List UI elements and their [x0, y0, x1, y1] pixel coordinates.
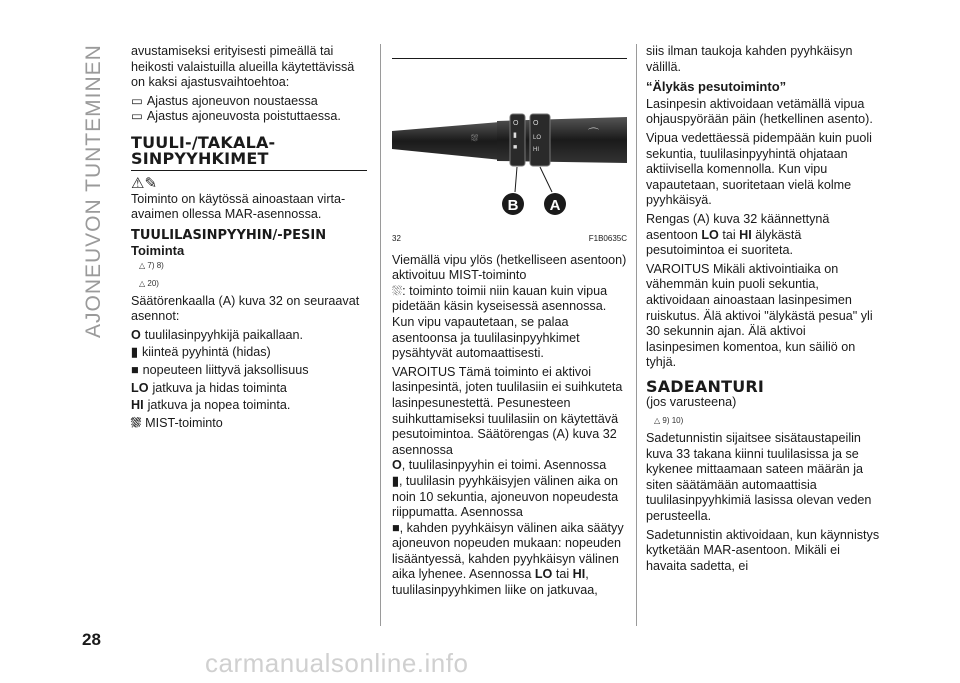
position-item: ▮ kiinteä pyyhintä (hidas)	[131, 345, 271, 360]
side-title-text: AJONEUVON TUNTEMINEN	[82, 44, 105, 338]
ring-paragraph: Säätörenkaalla (A) kuva 32 on seuraavat asennot:	[131, 293, 360, 324]
activation-paragraph: Sadetunnistin aktivoidaan, kun käynnistys kytketään MAR-asentoon. Mikäli ei havaita sadetta, ei	[646, 527, 880, 573]
column-3	[646, 44, 880, 577]
heading-rule	[131, 170, 367, 171]
lo-icon: LO	[131, 380, 149, 395]
column-divider	[636, 44, 637, 626]
svg-text:⌒: ⌒	[588, 128, 599, 140]
hi-icon: HI	[131, 398, 144, 413]
svg-text:O: O	[513, 120, 519, 127]
warning-note: △ 9) 10)	[654, 416, 684, 426]
svg-text:■: ■	[513, 144, 518, 151]
wash-paragraph: Lasinpesin aktivoidaan vetämällä vipua ohjauspyörään päin (hetkellinen asento).	[646, 96, 873, 127]
figure-caption	[392, 231, 627, 247]
figure-code: F1B0635C	[588, 234, 627, 243]
warning-icon: △	[654, 416, 663, 426]
position-item: ⛆ MIST-toiminto	[131, 415, 223, 430]
car-icon: ▭	[131, 93, 143, 108]
ring-position-paragraph: Rengas (A) kuva 32 käännettynä asentoon LO tai HI älykästä pesutoimintoa ei suoriteta.	[646, 211, 830, 258]
mist-icon: ⛆	[131, 415, 142, 430]
wiper-icon: ⚠✎	[131, 174, 158, 192]
section-heading: TUULI-/TAKALA-SINPYYHKIMET	[131, 132, 276, 168]
mist-icon: ⛆	[392, 283, 403, 298]
caution-icon: △	[139, 278, 148, 288]
slow-icon: ▮	[131, 345, 138, 360]
intermittent-icon: ■	[131, 362, 139, 377]
toiminta-heading: Toiminta	[131, 242, 185, 258]
smart-wash-heading: “Älykäs pesutoiminto”	[646, 79, 787, 95]
bullet-text: Ajastus ajoneuvosta poistuttaessa.	[146, 109, 341, 124]
off-icon: O	[131, 327, 141, 342]
svg-text:▮: ▮	[513, 132, 517, 139]
slow-icon: ▮	[392, 473, 399, 488]
optional-note: (jos varusteena)	[646, 394, 737, 409]
svg-text:B: B	[507, 197, 519, 214]
wiper-lever-illustration	[392, 59, 627, 224]
svg-text:⛆: ⛆	[471, 134, 479, 144]
svg-text:HI: HI	[533, 147, 539, 153]
position-item: ■ nopeuteen liittyvä jaksollisuus	[131, 362, 309, 377]
svg-text:A: A	[549, 197, 561, 214]
warning-icon: △	[139, 261, 148, 271]
warning-paragraph: VAROITUS Tämä toiminto ei aktivoi lasinpesintä, joten tuulilasiin ei suihkuteta lasinpesunestettä. Pesunesteen suihkuttamiseksi tuulilasiin on käytettävä pesutoimintoa. Säätörengas (A) kuva 32 asennossa O, tuulilasinpyyhin ei toimi. Asennossa ▮, tuulilasin pyyhkäisyjen välinen aika on noin 10 sekuntia, ajoneuvon nopeudesta riippumatta. Asennossa ■, kahden pyyhkäisyn välinen aika säätyy ajoneuvon nopeuden mukaan: nopeuden lisääntyessä, kahden pyyhkäisyn välinen aika lyhenee. Asennossa LO tai HI, tuulilasinpyyhkimen liike on jatkuvaa,	[392, 364, 624, 598]
continuation-paragraph: siis ilman taukoja kahden pyyhkäisyn välillä.	[646, 44, 853, 74]
rain-sensor-paragraph: Sadetunnistin sijaitsee sisätaustapeilin kuva 33 takana kiinni tuulilasissa ja se kykenee mittaamaan sateen määrän ja siten säätämään automaattisia tuulilasinpyyhkimiä lasissa olevan veden perusteella.	[646, 431, 872, 524]
intro-paragraph: avustamiseksi erityisesti pimeällä tai heikosti valaistuilla alueilla käytettävissä on kaksi ajastusvaihtoehtoa:	[131, 44, 355, 90]
rain-sensor-heading: SADEANTURI	[646, 376, 765, 396]
column-divider	[380, 44, 381, 626]
warning-paragraph: VAROITUS Mikäli aktivointiaika on vähemmän kuin puoli sekuntia, aktivoidaan ainoastaan lasinpesimen ruiskutus. Älä aktivoi "älykästä pesua" yli 30 sekunnin ajan. Älä aktivoi lasinpesimen komentoa, kun säiliö on tyhjä.	[646, 261, 873, 370]
figure-32	[392, 59, 627, 229]
car-icon: ▭	[131, 109, 143, 124]
position-item: HI jatkuva ja nopea toiminta.	[131, 398, 291, 413]
bullet-text: Ajastus ajoneuvon noustaessa	[146, 93, 318, 108]
off-icon: O	[392, 458, 402, 473]
wiper-paragraph: Toiminto on käytössä ainoastaan virta-avaimen ollessa MAR-asennossa.	[131, 191, 346, 222]
svg-text:O: O	[533, 120, 539, 127]
caution-note: △ 20)	[139, 278, 159, 288]
section-side-title	[82, 20, 112, 340]
bullet-item	[131, 109, 367, 125]
warning-note: △ 7) 8)	[139, 261, 164, 271]
wash-duration-paragraph: Vipua vedettäessä pidempään kuin puoli sekuntia, tuulilasinpyyhintä ohjataan aktiivisella komennolla. Kun vipu vapautetaan, suoritetaan vielä kolme pyyhkäisyä.	[646, 130, 872, 208]
subsection-heading: TUULILASINPYYHIN/-PESIN	[131, 227, 327, 243]
footer-watermark: carmanualsonline.info	[205, 648, 469, 678]
position-item: LO jatkuva ja hidas toiminta	[131, 380, 287, 395]
mist-paragraph: Viemällä vipu ylös (hetkelliseen asentoon) aktivoituu MIST-toiminto ⛆: toiminto toimii niin kauan kuin vipua pidetään käsin kyseisessä asennossa. Kun vipu vapautetaan, se palaa asentoonsa ja tuulilasinpyyhkimet pysähtyvät automaattisesti.	[392, 252, 627, 361]
page-number: 28	[82, 630, 101, 649]
column-2	[392, 44, 627, 602]
figure-number: 32	[392, 234, 401, 243]
intermittent-icon: ■	[392, 520, 400, 535]
svg-text:LO: LO	[533, 135, 542, 141]
position-item: O tuulilasinpyyhkijä paikallaan.	[131, 327, 304, 342]
bullet-item	[131, 94, 367, 110]
column-1	[131, 44, 367, 431]
